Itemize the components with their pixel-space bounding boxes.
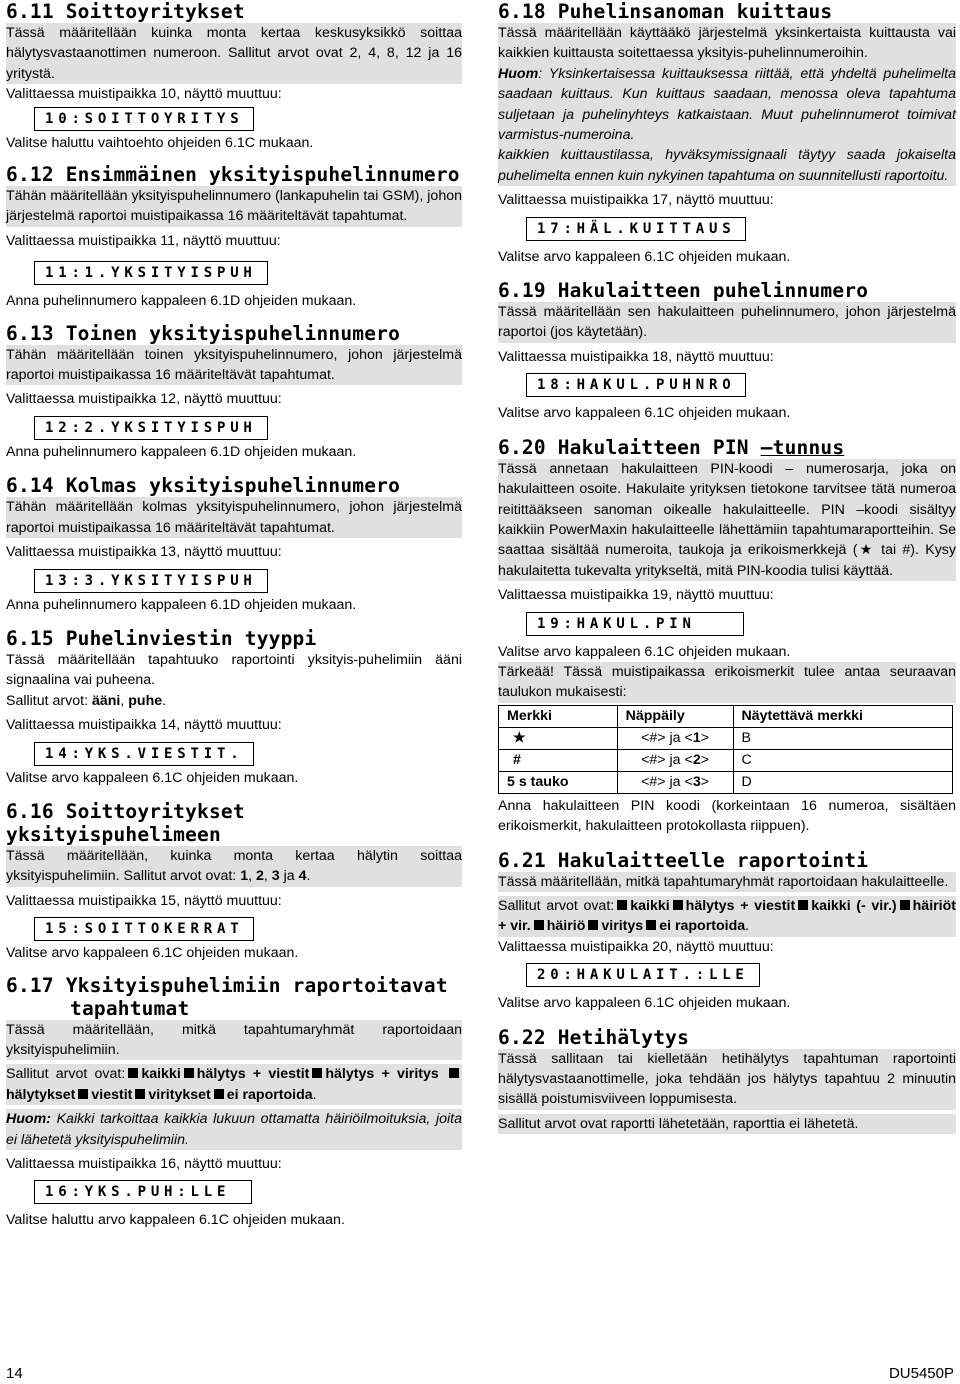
lcd-display: 20:HAKULAIT.:LLE bbox=[526, 963, 760, 987]
special-chars-table bbox=[498, 705, 953, 794]
memory-slot-text: Valittaessa muistipaikka 16, näyttö muuttuu: bbox=[6, 1156, 282, 1172]
instruction-text: Valitse arvo kappaleen 6.1C ohjeiden mukaan. bbox=[6, 769, 299, 786]
lcd-display: 16:YKS.PUH:LLE bbox=[34, 1180, 252, 1204]
section-title: 6.20 Hakulaitteen PIN –tunnus bbox=[498, 435, 845, 459]
section-description: Tähän määritellään kolmas yksityispuhelinnumero, johon järjestelmä raportoi muistipaikassa 16 määriteltävät tapahtumat. bbox=[6, 497, 462, 538]
section-title: 6.12 Ensimmäinen yksityispuhelinnumero bbox=[6, 163, 460, 187]
section-title: 6.17 Yksityispuhelimiin raportoitavat tapahtumat bbox=[6, 973, 448, 1020]
table-cell: <#> ja <2> bbox=[617, 749, 733, 771]
memory-slot-text: Valittaessa muistipaikka 17, näyttö muuttuu: bbox=[498, 192, 774, 209]
table-header: Näppäily bbox=[617, 705, 733, 727]
memory-slot-text: Valittaessa muistipaikka 14, näyttö muuttuu: bbox=[6, 717, 282, 734]
note: Huom: Kaikki tarkoittaa kaikkia lukuun ottamatta häiriöilmoituksia, joita ei lähetetä yksityispuhelimiin. bbox=[6, 1109, 462, 1150]
note-all-ack: kaikkien kuittaustilassa, hyväksymissignaali täytyy saada jokaiselta puhelimelta ennen kuin nykyinen tapahtuma on suunnitellusti raportoitu. bbox=[498, 145, 956, 186]
allowed-values: Sallitut arvot ovat: kaikki hälytys + viestit kaikki (- vir.) häiriöt + vir. häiriö viritys ei raportoida. bbox=[498, 896, 956, 937]
section-description: Tässä määritellään tapahtuuko raportointi yksityis-puhelimiin ääni signaalina vai puheena. bbox=[6, 651, 462, 689]
table-row bbox=[499, 749, 953, 771]
table-cell: <#> ja <3> bbox=[617, 771, 733, 793]
instruction-text: Anna puhelinnumero kappaleen 6.1D ohjeiden mukaan. bbox=[6, 293, 357, 310]
section-6-15 bbox=[6, 627, 462, 788]
section-description: Tässä annetaan hakulaitteen PIN-koodi – numerosarja, joka on hakulaitteen osoite. Hakulaite yrityksen tietokone tarvitsee tätä numeroa reitittääkseen sanoman oikealle hakulaitteelle. PIN –koodi sisältyy kaikkiin PowerMaxin hakulaitteelle lähettämiin tapahtumaraportteihin. Se saattaa sisältää numeroita, taukoja ja erikoismerkkejä (★ tai #). Kysy hakulaitetta tukevalta yritykseltä, mitä PIN-koodia tulisi käyttää. bbox=[498, 459, 956, 581]
section-title: 6.13 Toinen yksityispuhelinnumero bbox=[6, 321, 401, 345]
table-cell: 5 s tauko bbox=[499, 771, 618, 793]
section-title: 6.16 Soittoyritykset yksityispuhelimeen bbox=[6, 799, 245, 846]
section-description: Tässä määritellään kuinka monta kertaa keskusyksikkö soittaa hälytysvastaanottimen numeroon. Sallitut arvot ovat 2, 4, 8, 12 ja 16 yritystä. bbox=[6, 23, 462, 84]
note: Huom: Yksinkertaisessa kuittauksessa riittää, että yhdeltä puhelimelta saadaan kuittaus. Kun kuittaus saadaan, menossa oleva tapahtuma suljetaan ja puhelinyhteys katkaistaan. Muut puhelinnumerot toimivat varmistus-numeroina. bbox=[498, 64, 956, 146]
section-description: Tässä määritellään, kuinka monta kertaa hälytin soittaa yksityispuhelimiin. Sallitut arvot ovat: 1, 2, 3 ja 4. bbox=[6, 846, 462, 887]
section-description: Tähän määritellään toinen yksityispuhelinnumero, johon järjestelmä raportoi muistipaikassa 16 määriteltävät tapahtumat. bbox=[6, 345, 462, 386]
lcd-display: 19:HAKUL.PIN bbox=[526, 612, 744, 636]
memory-slot-text: Valittaessa muistipaikka 10, näyttö muuttuu: bbox=[6, 86, 282, 103]
table-row bbox=[499, 727, 953, 749]
lcd-display: 14:YKS.VIESTIT. bbox=[34, 742, 254, 766]
table-cell: <#> ja <1> bbox=[617, 727, 733, 749]
table-row bbox=[499, 771, 953, 793]
memory-slot-text: Valittaessa muistipaikka 11, näyttö muuttuu: bbox=[6, 232, 281, 249]
memory-slot-text: Valittaessa muistipaikka 20, näyttö muuttuu: bbox=[498, 938, 774, 955]
instruction-text: Valitse arvo kappaleen 6.1C ohjeiden mukaan. bbox=[498, 248, 791, 265]
section-title: 6.15 Puhelinviestin tyyppi bbox=[6, 626, 317, 650]
lcd-display: 11:1.YKSITYISPUH bbox=[34, 261, 268, 285]
section-6-22 bbox=[498, 1026, 956, 1135]
right-column bbox=[498, 0, 956, 1134]
section-description: Tässä määritellään, mitkä tapahtumaryhmät raportoidaan yksityispuhelimiin. bbox=[6, 1020, 462, 1061]
section-6-18 bbox=[498, 0, 956, 267]
section-title: 6.22 Hetihälytys bbox=[498, 1025, 690, 1049]
table-cell: B bbox=[733, 727, 953, 749]
lcd-display: 12:2.YKSITYISPUH bbox=[34, 416, 268, 440]
table-cell: C bbox=[733, 749, 953, 771]
instruction-text: Valitse arvo kappaleen 6.1C ohjeiden mukaan. bbox=[6, 945, 299, 962]
left-column bbox=[6, 0, 462, 1231]
star-icon: ★ bbox=[499, 727, 618, 749]
section-6-13 bbox=[6, 322, 462, 463]
section-description: Tässä määritellään, mitkä tapahtumaryhmät raportoidaan hakulaitteelle. bbox=[498, 872, 956, 892]
memory-slot-text: Valittaessa muistipaikka 13, näyttö muuttuu: bbox=[6, 544, 282, 561]
memory-slot-text: Valittaessa muistipaikka 19, näyttö muuttuu: bbox=[498, 587, 774, 604]
instruction-text: Valitse haluttu arvo kappaleen 6.1C ohjeiden mukaan. bbox=[6, 1212, 345, 1229]
section-description: Tässä määritellään käyttääkö järjestelmä yksinkertaista kuittausta vai kaikkien kuittausta soitettaessa yksityis-puhelinnumeroihin. bbox=[498, 23, 956, 64]
allowed-values: Sallitut arvot: ääni, puhe. bbox=[6, 692, 167, 709]
section-6-21 bbox=[498, 849, 956, 1014]
instruction-text: Valitse arvo kappaleen 6.1C ohjeiden mukaan. bbox=[498, 405, 791, 422]
section-description: Tähän määritellään yksityispuhelinnumero (lankapuhelin tai GSM), johon järjestelmä raportoi muistipaikassa 16 määriteltävät tapahtumat. bbox=[6, 186, 462, 227]
document-code: DU5450P bbox=[888, 1365, 954, 1382]
section-title: 6.19 Hakulaitteen puhelinnumero bbox=[498, 279, 869, 303]
section-title: 6.11 Soittoyritykset bbox=[6, 0, 245, 23]
memory-slot-text: Valittaessa muistipaikka 18, näyttö muuttuu: bbox=[498, 348, 774, 365]
section-title: 6.14 Kolmas yksityispuhelinnumero bbox=[6, 474, 401, 498]
lcd-display: 10:SOITTOYRITYS bbox=[34, 107, 254, 131]
instruction-text: Valitse haluttu vaihtoehto ohjeiden 6.1C mukaan. bbox=[6, 134, 314, 151]
instruction-text: Anna puhelinnumero kappaleen 6.1D ohjeiden mukaan. bbox=[6, 596, 357, 613]
section-6-12 bbox=[6, 163, 462, 312]
instruction-text: Anna puhelinnumero kappaleen 6.1D ohjeiden mukaan. bbox=[6, 443, 357, 460]
page-number: 14 bbox=[6, 1365, 23, 1382]
section-title: 6.18 Puhelinsanoman kuittaus bbox=[498, 0, 833, 23]
instruction-text: Valitse arvo kappaleen 6.1C ohjeiden mukaan. bbox=[498, 643, 791, 660]
section-6-11 bbox=[6, 0, 462, 153]
table-header-row bbox=[499, 705, 953, 727]
section-6-19 bbox=[498, 279, 956, 424]
memory-slot-text: Valittaessa muistipaikka 15, näyttö muuttuu: bbox=[6, 892, 282, 909]
important-note: Tärkeää! Tässä muistipaikassa erikoismerkit tulee antaa seuraavan taulukon mukaisesti: bbox=[498, 662, 956, 703]
memory-slot-text: Valittaessa muistipaikka 12, näyttö muuttuu: bbox=[6, 391, 282, 408]
lcd-display: 13:3.YKSITYISPUH bbox=[34, 569, 268, 593]
allowed-values: Sallitut arvot ovat raportti lähetetään, raporttia ei lähetetä. bbox=[498, 1114, 956, 1134]
star-icon: ★ bbox=[857, 542, 875, 559]
instruction-text: Valitse arvo kappaleen 6.1C ohjeiden mukaan. bbox=[498, 995, 791, 1012]
section-6-20 bbox=[498, 436, 956, 837]
table-header: Näytettävä merkki bbox=[733, 705, 953, 727]
section-6-16 bbox=[6, 800, 462, 964]
table-header: Merkki bbox=[499, 705, 618, 727]
section-description: Tässä määritellään sen hakulaitteen puhelinnumero, johon järjestelmä raportoi (jos käytetään). bbox=[498, 302, 956, 343]
pin-instruction: Anna hakulaitteen PIN koodi (korkeintaan 16 numeroa, sisältäen erikoismerkit, hakulaitteen protokollasta riippuen). bbox=[498, 797, 956, 835]
lcd-display: 15:SOITTOKERRAT bbox=[34, 917, 254, 941]
section-6-14 bbox=[6, 474, 462, 615]
section-description: Tässä sallitaan tai kielletään hetihälytys tapahtuman raportointi hälytysvastaanottimelle, joka tehdään jos hälytys tapahtuu 2 minuutin sisällä poistumisviiveen loppumisesta. bbox=[498, 1049, 956, 1110]
section-title: 6.21 Hakulaitteelle raportointi bbox=[498, 848, 869, 872]
lcd-display: 17:HÄL.KUITTAUS bbox=[526, 217, 746, 241]
section-6-17 bbox=[6, 974, 462, 1231]
allowed-values: Sallitut arvot ovat: kaikki hälytys + viestit hälytys + viritys hälytykset viestit viritykset ei raportoida. bbox=[6, 1064, 462, 1105]
table-cell: D bbox=[733, 771, 953, 793]
table-cell: # bbox=[499, 749, 618, 771]
lcd-display: 18:HAKUL.PUHNRO bbox=[526, 373, 746, 397]
